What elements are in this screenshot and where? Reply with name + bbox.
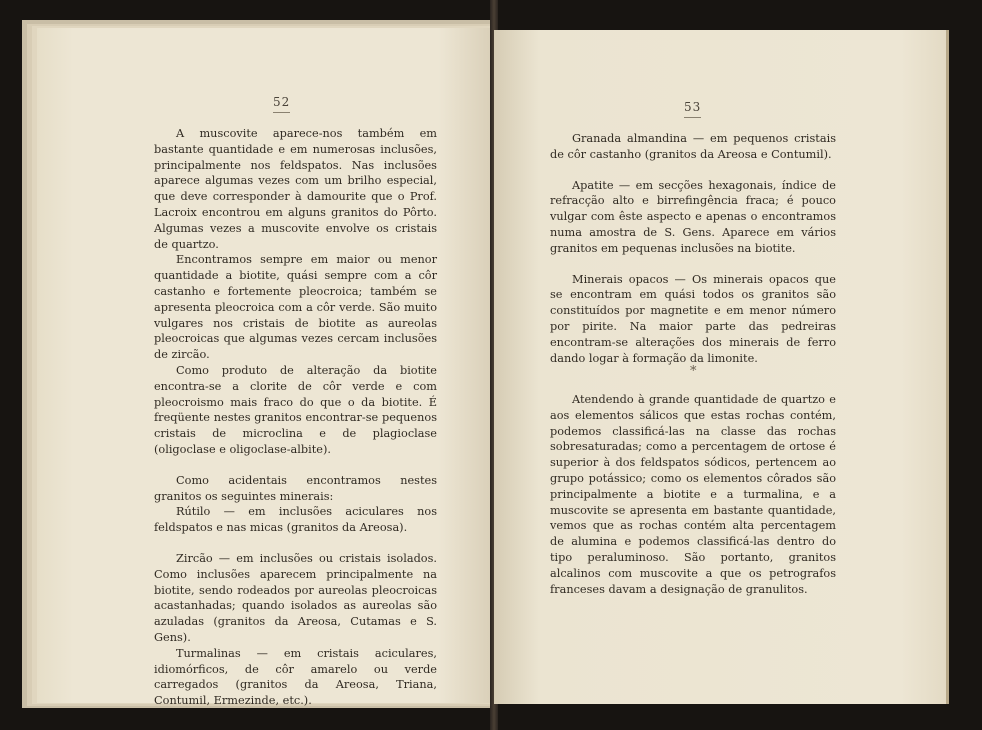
right-page-body-lower xyxy=(550,392,836,597)
paragraph: Apatite — em secções hexagonais, índice de refracção alto e birrefingência fraca; é pouco vulgar com êste aspecto e apenas o encontramos numa amostra de S. Gens. Aparece em vários granitos em pequenas inclusões na biotite. xyxy=(550,178,836,255)
page-number-rule xyxy=(684,117,701,118)
page-number-right xyxy=(684,100,701,118)
paragraph: Como acidentais encontramos nestes granitos os seguintes minerais: xyxy=(154,473,437,503)
page-number-text: 52 xyxy=(273,95,291,109)
paragraph: Atendendo à grande quantidade de quartzo e aos elementos sálicos que estas rochas contém, podemos classificá-las na classe das rochas sobresaturadas; como a percentagem de ortose é superior à dos feldspatos sódicos, pertencem ao grupo potássico; como os elementos côrados são principalmente a biotite e a turmalina, e a muscovite se apresenta em bastante quantidade, vemos que as rochas contém alta percentagem de alumina e podemos classificá-las dentro do tipo peraluminoso. São portanto, granitos alcalinos com muscovite a que os petrografos franceses davam a designação de granulitos. xyxy=(550,393,836,596)
right-page-body xyxy=(550,131,836,366)
page-number-rule xyxy=(273,112,290,113)
right-page xyxy=(494,30,949,704)
paragraph: A muscovite aparece-nos também em bastante quantidade e em numerosas inclusões, principalmente nos feldspatos. Nas inclusões aparece algumas vezes com um brilho especial, que deve corresponder à damourite que o Prof. Lacroix encontrou em alguns granitos do Pôrto. Algumas vezes a muscovite envolve os cristais de quartzo. xyxy=(154,127,437,251)
page-number-left xyxy=(273,95,290,113)
paragraph: Rútilo — em inclusões aciculares nos feldspatos e nas micas (granitos da Areosa). xyxy=(154,505,437,535)
paragraph: Como produto de alteração da biotite encontra-se a clorite de côr verde e com pleocroismo mais fraco do que o da biotite. É freqüente nestes granitos encontrar-se pequenos cristais de microclina e de plagioclase (oligoclase e oligoclase-albite). xyxy=(154,363,437,456)
left-page-body xyxy=(154,126,437,709)
paragraph: Turmalinas — em cristais aciculares, idiomórficos, de côr amarelo ou verde carregados (granitos da Areosa, Triana, Contumil, Ermezinde, etc.). xyxy=(154,646,437,708)
paragraph: Zircão — em inclusões ou cristais isolados. Como inclusões aparecem principalmente na biotite, sendo rodeados por aureolas pleocroicas acastanhadas; quando isolados as aureolas são azuladas (granitos da Areosa, Cutamas e S. Gens). xyxy=(154,551,437,644)
section-separator: * xyxy=(690,364,697,379)
page-number-text: 53 xyxy=(684,100,702,114)
paragraph: Minerais opacos — Os minerais opacos que se encontram em quási todos os granitos são constituídos por magnetite e em menor número por pirite. Na maior parte das pedreiras encontram-se alterações dos minerais de ferro dando logar à formação da limonite. xyxy=(550,272,836,365)
left-page xyxy=(37,28,493,708)
paragraph: Granada almandina — em pequenos cristais de côr castanho (granitos da Areosa e Contumil). xyxy=(550,132,836,161)
paragraph: Encontramos sempre em maior ou menor quantidade a biotite, quási sempre com a côr castanho e fortemente pleocroica; também se apresenta pleocroica com a côr verde. São muito vulgares nos cristais de biotite as aureolas pleocroicas que algumas vezes cercam inclusões de zircão. xyxy=(154,253,437,362)
